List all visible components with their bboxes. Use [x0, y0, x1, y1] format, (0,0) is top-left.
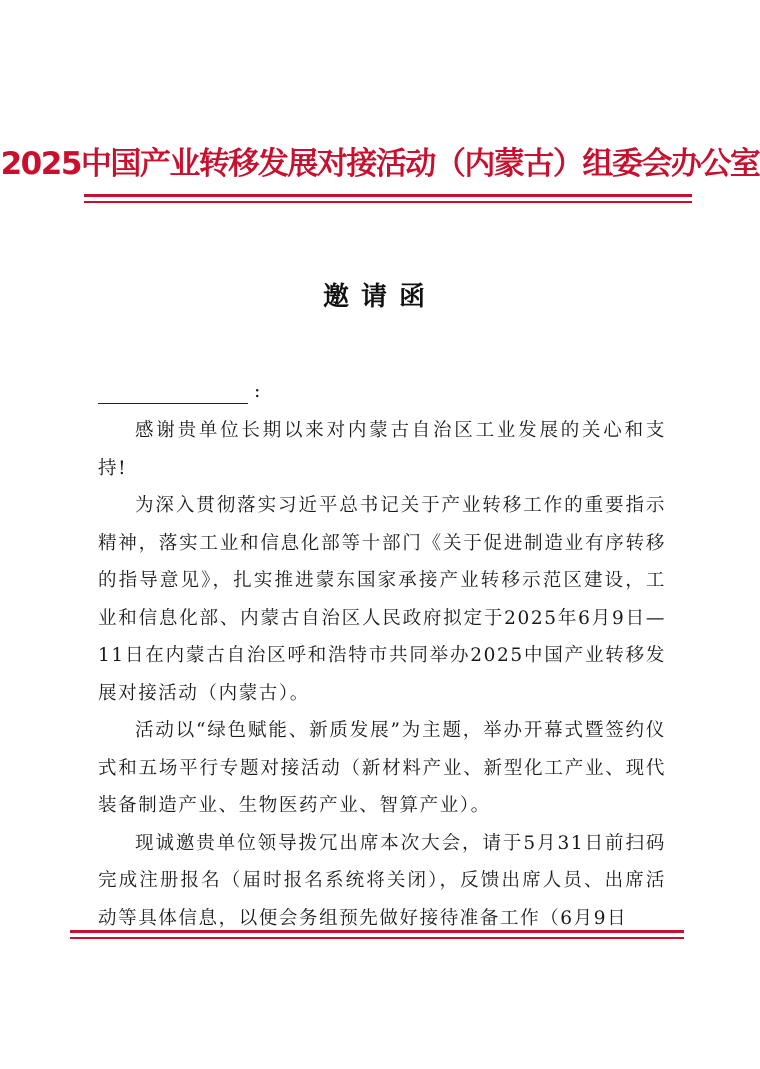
recipient-blank-line: [98, 377, 248, 404]
salutation-colon: :: [254, 380, 261, 402]
letterhead-rule-top: [84, 194, 692, 197]
letter-body: [98, 412, 666, 937]
paragraph-invitation: 现诚邀贵单位领导拨冗出席本次大会，请于5月31日前扫码完成注册报名（届时报名系统将关闭），反馈出席人员、出席活动等具体信息，以便会务组预先做好接待准备工作（6月9日: [98, 832, 666, 929]
paragraph-background: 为深入贯彻落实习近平总书记关于产业转移工作的重要指示精神，落实工业和信息化部等十部门《关于促进制造业有序转移的指导意见》，扎实推进蒙东国家承接产业转移示范区建设，工业和信息化部、内蒙古自治区人民政府拟定于2025年6月9日—11日在内蒙古自治区呼和浩特市共同举办2025中国产业转移发展对接活动（内蒙古）。: [98, 495, 666, 704]
document-title: 邀请函: [322, 282, 437, 312]
footer-rule-top: [70, 930, 684, 933]
letterhead-title: 2025中国产业转移发展对接活动（内蒙古）组委会办公室: [0, 146, 760, 182]
paragraph-theme: 活动以“绿色赋能、新质发展”为主题，举办开幕式暨签约仪式和五场平行专题对接活动（新材料产业、新型化工产业、现代装备制造产业、生物医药产业、智算产业）。: [98, 720, 666, 816]
letterhead-rule-bottom: [84, 201, 692, 203]
paragraph-thanks: 感谢贵单位长期以来对内蒙古自治区工业发展的关心和支持!: [98, 420, 666, 479]
salutation: [98, 372, 260, 404]
footer-rule-bottom: [70, 937, 684, 939]
